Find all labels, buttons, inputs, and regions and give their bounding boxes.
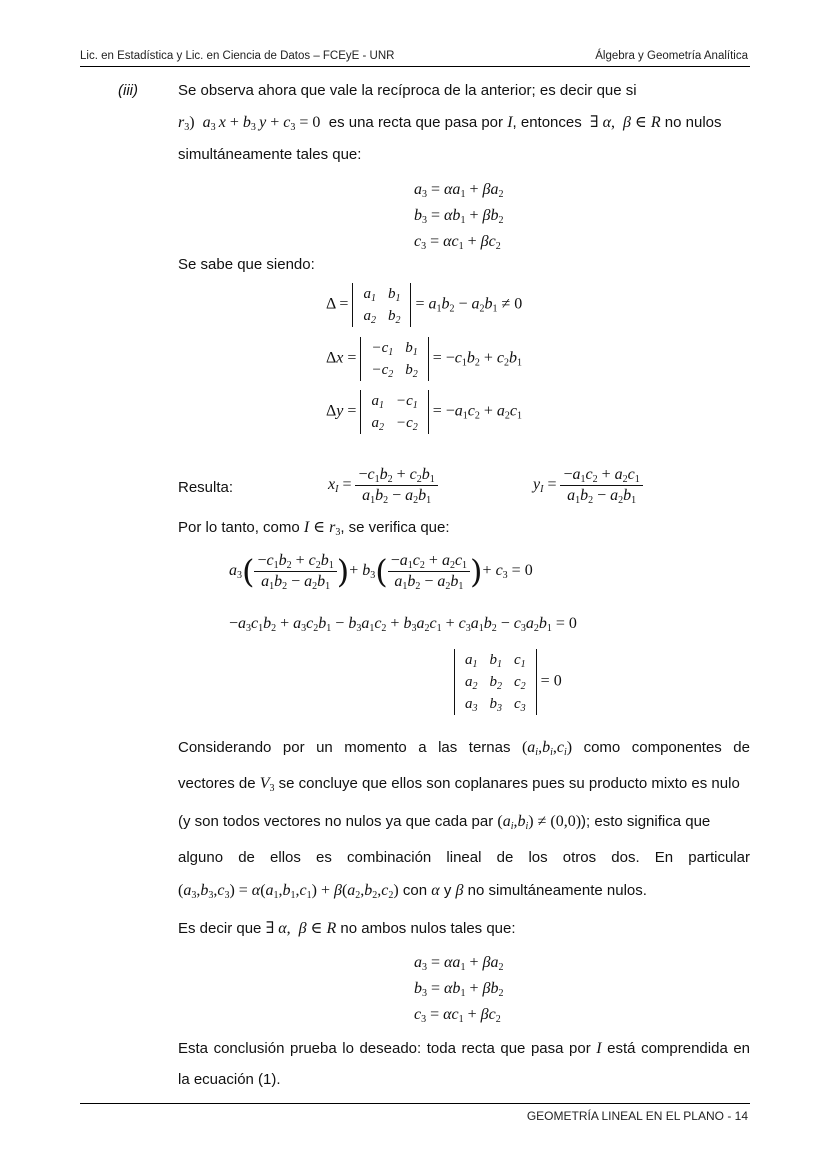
therefore-text-b: , se verifica que: [340, 519, 450, 536]
item-label: (iii) [118, 82, 138, 99]
known-label: Se sabe que siendo: [178, 256, 315, 273]
p2-text-5a: con [402, 882, 428, 899]
p2-text-1a: Considerando por un momento a las ternas [178, 739, 511, 756]
p2-text-3a: (y son todos vectores no nulos ya que cada par [178, 813, 494, 830]
paragraph-1-line-2: $r_3$) $a_3$ $x + b_3$ $y + c_3 = 0$ es una recta que pasa por I, entonces ∃ α, β ∈ R no nulos [178, 114, 722, 133]
substitution-equation: $a_3$( $\frac{-c_1b_2 + c_2b_1}{a_1b_2 - a_2b_1}$ )+ $b_3$( $\frac{-a_1c_2 + a_2c_1}{a_1b_2 - a_2b_1}$ )+ $c_3 = 0$ [229, 552, 533, 592]
determinant-delta-x: Δx = $-c_1$ $b_1$ $-c_2$ $b_2$ = $-c_1b_2 + c_2b_1$ [326, 337, 522, 381]
paragraph-1-line-3: simultáneamente tales que: [178, 146, 362, 163]
determinant-3x3: $a_1$ $b_1$ $c_1$ $a_2$ $b_2$ $c_2$ $a_3$ $b_3$ $c_3$ = 0 [454, 649, 562, 715]
p1-text-a: es una recta que pasa por [328, 114, 504, 131]
p2-text-5b: y [443, 882, 452, 899]
therefore-line: Por lo tanto, como I ∈ $r_3$, se verifica que: [178, 519, 450, 538]
paragraph-2-line-2: vectores de $V_3$ se concluye que ellos son coplanares pues su producto mixto es nulo [178, 775, 740, 794]
p2-text-3b: ); esto significa que [581, 813, 711, 830]
result-label: Resulta: [178, 479, 234, 496]
footer-text: GEOMETRÍA LINEAL EN EL PLANO - 14 [526, 1109, 748, 1123]
p2-text-2b: se concluye que ellos son coplanares pues su producto mixto es nulo [278, 775, 740, 792]
p3-text-b: no ambos nulos tales que: [340, 920, 516, 937]
paragraph-2-line-4: alguno de ellos es combinación lineal de los otros dos. En particular [178, 849, 750, 866]
expanded-equation: $-a_3c_1b_2 + a_3c_2b_1 - b_3a_1c_2 + b_3a_2c_1 + c_3a_1b_2 - c_3a_2b_1 = 0$ [229, 615, 577, 634]
paragraph-2-line-1: Considerando por un momento a las ternas $(a_i,b_i,c_i)$ como componentes de [178, 739, 750, 758]
paragraph-3: Es decir que ∃ α, β ∈ R no ambos nulos tales que: [178, 920, 516, 937]
therefore-text-a: Por lo tanto, como [178, 519, 300, 536]
p4-text-1b: está comprendida en [607, 1040, 751, 1057]
paragraph-4-line-1: Esta conclusión prueba lo deseado: toda recta que pasa por I está comprendida en [178, 1040, 751, 1057]
p4-text-1a: Esta conclusión prueba lo deseado: toda recta que pasa por [178, 1040, 591, 1057]
p1-text-b: , entonces [512, 114, 582, 131]
paragraph-1-line-1: Se observa ahora que vale la recíproca de la anterior; es decir que si [178, 82, 637, 99]
result-y: $y_I$ = $\frac{-a_1c_2 + a_2c_1}{a_1b_2 - a_2b_1}$ [533, 466, 643, 505]
equation-system-2: $a_3 = \alpha a_1 + \beta a_2$ $b_3 = \alpha b_1 + \beta b_2$ $c_3 = \alpha c_1 + \beta c_2$ [414, 954, 504, 1025]
determinant-delta-y: Δy = $a_1$ $-c_1$ $a_2$ $-c_2$ = $-a_1c_2 + a_2c_1$ [326, 390, 522, 434]
result-x: $x_I$ = $\frac{-c_1b_2 + c_2b_1}{a_1b_2 - a_2b_1}$ [328, 466, 438, 505]
p1-text-c: no nulos [664, 114, 722, 131]
p2-text-5c: no simultáneamente nulos. [467, 882, 647, 899]
p2-text-2a: vectores de [178, 775, 256, 792]
header-left: Lic. en Estadística y Lic. en Ciencia de Datos – FCEyE - UNR [80, 50, 395, 62]
equation-system-1: $a_3 = \alpha a_1 + \beta a_2$ $b_3 = \alpha b_1 + \beta b_2$ $c_3 = \alpha c_1 + \beta c_2$ [414, 181, 504, 252]
footer-rule [80, 1103, 750, 1104]
header-rule [80, 66, 750, 67]
paragraph-2-line-5: $(a_3,b_3,c_3) = \alpha(a_1,b_1,c_1) + \beta(a_2,b_2,c_2)$ con α y β no simultáneamente nulos. [178, 882, 647, 901]
p2-text-1b: como componentes de [583, 739, 750, 756]
determinant-delta: Δ = $a_1$ $b_1$ $a_2$ $b_2$ = $a_1b_2 - a_2b_1 \ne 0$ [326, 283, 522, 327]
paragraph-4-line-2: la ecuación (1). [178, 1071, 281, 1088]
paragraph-2-line-3: (y son todos vectores no nulos ya que cada par $(a_i,b_i) \ne (0,0)$); esto significa que [178, 813, 711, 832]
p3-text-a: Es decir que [178, 920, 262, 937]
header-right: Álgebra y Geometría Analítica [595, 50, 748, 62]
